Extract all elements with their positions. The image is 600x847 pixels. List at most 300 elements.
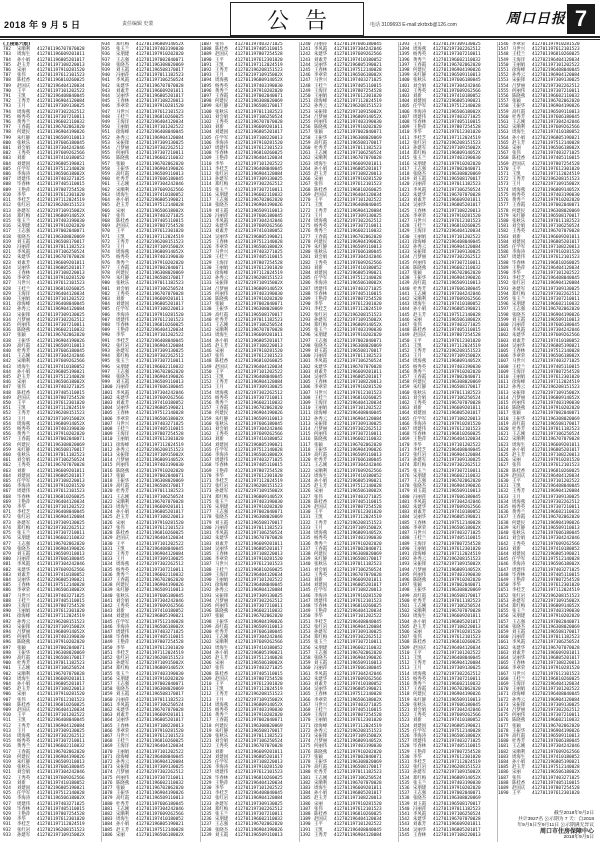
- applicant-name: 李凤霞: [116, 390, 130, 396]
- entry-number: 1253: [300, 109, 311, 115]
- entry-number: 811: [3, 198, 11, 204]
- entry-number: 1096: [201, 88, 212, 94]
- applicant-id: 412702196208151523: [37, 411, 85, 417]
- applicant-name: 周建伟: [17, 177, 31, 183]
- applicant-id: 412701197910281520: [532, 458, 580, 464]
- entry-number: 907: [3, 697, 11, 703]
- entry-number: 1182: [201, 536, 212, 542]
- applicant-id: 412701196904120084: [136, 551, 184, 557]
- applicant-name: 赵玉芳: [17, 62, 31, 68]
- entry-number: 1560: [498, 114, 509, 120]
- applicant-id: 412701196702062020: [136, 786, 184, 792]
- applicant-id: 412701196805201017: [532, 239, 580, 245]
- applicant-id: 412701197910281520: [235, 348, 283, 354]
- applicant-name: 张玉兰: [116, 359, 130, 365]
- applicant-id: 412701196602110032: [532, 510, 580, 516]
- applicant-name: 王凯: [17, 718, 26, 724]
- applicant-name: 周海生: [116, 817, 130, 823]
- applicant-id: 412701197612301020: [334, 94, 382, 100]
- applicant-name: 李桂芝: [413, 447, 427, 453]
- applicant-id: 412701196805201017: [334, 375, 382, 380]
- applicant-name: 张红岩: [116, 655, 130, 661]
- entry-number: 810: [3, 192, 11, 198]
- applicant-id: 412701197612101523: [334, 182, 382, 188]
- applicant-id: 412701197106250524: [136, 286, 184, 292]
- entry-number: 1307: [300, 390, 311, 396]
- entry-number: 1116: [201, 192, 212, 198]
- applicant-id: 412701196904120084: [136, 343, 184, 349]
- notice-column: [102, 42, 201, 842]
- entry-number: 1499: [399, 593, 410, 599]
- entry-number: 1174: [201, 494, 212, 500]
- applicant-id: 412701196805201017: [37, 265, 85, 271]
- list-item: [300, 833, 399, 838]
- applicant-name: 李凤霞: [116, 78, 130, 84]
- applicant-name: 吴丽华: [116, 718, 130, 724]
- applicant-name: 王海洋: [413, 541, 427, 547]
- entry-number: 846: [3, 380, 11, 386]
- entry-number: 1057: [102, 681, 113, 687]
- applicant-name: 宋朋建: [17, 536, 31, 542]
- applicant-id: 41270119650618002X: [235, 453, 283, 459]
- entry-number: 1460: [399, 390, 410, 396]
- applicant-name: 李凤霞: [413, 187, 427, 193]
- applicant-id: 412701197405110015: [235, 255, 283, 261]
- entry-number: 1477: [399, 479, 410, 485]
- applicant-name: 李华: [17, 505, 26, 511]
- entry-number: 1471: [399, 447, 410, 453]
- entry-number: 1683: [498, 754, 509, 760]
- applicant-id: 412701196805201017: [334, 583, 382, 589]
- entry-number: 1049: [102, 640, 113, 646]
- entry-number: 975: [102, 255, 110, 261]
- entry-number: 1446: [399, 317, 410, 323]
- entry-number: 895: [3, 635, 11, 641]
- entry-number: 1190: [201, 577, 212, 583]
- entry-number: 1395: [399, 52, 410, 58]
- entry-number: 1498: [399, 588, 410, 594]
- entry-number: 814: [3, 213, 11, 219]
- entry-number: 1042: [102, 603, 113, 609]
- applicant-id: 412701197410180052: [235, 437, 283, 443]
- entry-number: 904: [3, 681, 11, 687]
- applicant-name: 王海洋: [512, 681, 526, 687]
- entry-number: 1177: [201, 510, 212, 516]
- applicant-id: 412701196602110032: [235, 192, 283, 198]
- entry-number: 1591: [498, 276, 509, 282]
- applicant-id: 412702197302262512: [532, 708, 580, 713]
- applicant-name: 张红岩: [116, 343, 130, 349]
- applicant-name: 陈桂香: [116, 218, 130, 224]
- applicant-name: 赵国庆: [17, 395, 31, 401]
- applicant-name: 徐海峰: [413, 551, 427, 557]
- applicant-name: 吴丽华: [413, 827, 427, 833]
- entry-number: 1483: [399, 510, 410, 516]
- applicant-name: 吕梦丽: [17, 629, 31, 635]
- applicant-id: 412701197612301020: [334, 718, 382, 724]
- applicant-name: 王平: [413, 650, 422, 656]
- entry-number: 1584: [498, 239, 509, 245]
- applicant-id: 412701197609262566: [532, 333, 580, 339]
- applicant-id: 412702196208151523: [334, 728, 382, 734]
- applicant-id: 412701197512140028: [136, 827, 184, 833]
- entry-number: 800: [3, 140, 11, 146]
- entry-number: 1390: [300, 822, 311, 828]
- applicant-id: 412701197304242046: [37, 562, 85, 568]
- applicant-name: 毕春林: [215, 463, 229, 469]
- newspaper-logo: 周口日报: [506, 11, 566, 27]
- entry-number: 1291: [300, 307, 311, 313]
- entry-number: 1577: [498, 203, 509, 209]
- applicant-name: 王海洋: [512, 57, 526, 63]
- applicant-name: 宋振锋: [512, 78, 526, 84]
- applicant-id: 412701197304242046: [235, 218, 283, 224]
- applicant-name: 李海涛: [17, 484, 31, 490]
- applicant-id: 412701197106250524: [433, 395, 481, 401]
- applicant-name: 刘新: [413, 718, 422, 724]
- applicant-name: 王志强: [512, 619, 526, 625]
- applicant-id: 412701197403271025: [433, 322, 481, 328]
- entry-number: 1491: [399, 551, 410, 557]
- applicant-name: 郑红梅: [215, 806, 229, 812]
- applicant-name: 刘素芳: [215, 541, 229, 547]
- applicant-name: 刘玉霞: [116, 692, 130, 698]
- applicant-name: 张伟: [215, 354, 224, 360]
- entry-number: 1334: [300, 531, 311, 537]
- applicant-id: 412701197910281520: [334, 801, 382, 807]
- entry-number: 1257: [300, 130, 311, 136]
- entry-number: 1567: [498, 151, 509, 157]
- entry-number: 1629: [498, 473, 509, 479]
- entry-number: 1506: [399, 629, 410, 635]
- entry-number: 954: [102, 146, 110, 152]
- applicant-id: 412701197606180045: [37, 557, 85, 563]
- applicant-id: 412701197612101523: [334, 598, 382, 604]
- entry-number: 1294: [300, 322, 311, 328]
- applicant-id: 412702197302262512: [136, 770, 184, 776]
- applicant-name: 张秋乐: [116, 281, 130, 287]
- applicant-name: 毕春林: [116, 322, 130, 328]
- entry-number: 886: [3, 588, 11, 594]
- applicant-id: 412701197011182523: [235, 109, 283, 115]
- entry-number: 893: [3, 624, 11, 630]
- entry-number: 1681: [498, 744, 509, 750]
- applicant-id: 41270119680914052X: [136, 250, 184, 256]
- applicant-id: 412702196408040045: [136, 130, 184, 136]
- applicant-id: 41270119650618002X: [532, 562, 580, 568]
- applicant-id: 412701197307210011: [136, 775, 184, 781]
- applicant-name: 王凯: [314, 203, 323, 209]
- entry-number: 1082: [102, 812, 113, 818]
- applicant-name: 刘玉霞: [215, 520, 229, 526]
- entry-number: 1332: [300, 520, 311, 526]
- entry-number: 1242: [300, 52, 311, 58]
- entry-number: 1130: [201, 265, 212, 271]
- entry-number: 1426: [399, 213, 410, 219]
- entry-number: 1297: [300, 338, 311, 344]
- applicant-id: 41270119680914052X: [433, 359, 481, 365]
- applicant-name: 王秀英: [413, 88, 427, 94]
- applicant-id: 412702196408040045: [136, 754, 184, 760]
- applicant-id: 41270219710915002X: [136, 453, 184, 459]
- applicant-id: 412701197512140028: [433, 520, 481, 526]
- entry-number: 1514: [399, 671, 410, 677]
- applicant-name: 高红霞: [116, 484, 130, 490]
- entry-number: 1433: [399, 250, 410, 256]
- applicant-name: 王凯: [215, 375, 224, 380]
- applicant-name: 何建民: [215, 411, 229, 417]
- applicant-id: 412701197405110015: [37, 806, 85, 812]
- entry-number: 1221: [201, 739, 212, 745]
- entry-number: 874: [3, 525, 11, 531]
- applicant-id: 412701197910281520: [37, 692, 85, 698]
- applicant-id: 412701197309130025: [136, 557, 184, 563]
- entry-number: 979: [102, 276, 110, 282]
- applicant-name: 李桂芝: [413, 760, 427, 766]
- applicant-id: 412702196408040045: [532, 692, 580, 698]
- entry-number: 1465: [399, 416, 410, 422]
- applicant-id: 41270219710915002X: [433, 354, 481, 360]
- applicant-name: 李翠荣: [17, 588, 31, 594]
- applicant-id: 412701197307210011: [235, 187, 283, 193]
- applicant-name: 王平: [512, 166, 521, 172]
- entry-number: 869: [3, 499, 11, 505]
- applicant-id: 412701197807254528: [433, 749, 481, 755]
- applicant-id: 412701196509110013: [37, 760, 85, 766]
- applicant-id: 412701197403271025: [433, 531, 481, 537]
- applicant-id: 41270119680914052X: [433, 567, 481, 573]
- applicant-id: 412701197807254528: [37, 812, 85, 818]
- entry-number: 1381: [300, 775, 311, 781]
- entry-number: 1651: [498, 588, 509, 594]
- applicant-name: 刘玉霞: [17, 551, 31, 557]
- entry-number: 1646: [498, 562, 509, 568]
- entry-number: 1353: [300, 629, 311, 635]
- applicant-id: 412701196904190026: [235, 827, 283, 833]
- applicant-name: 王丽娟: [512, 62, 526, 68]
- entry-number: 1086: [102, 832, 113, 838]
- applicant-name: 宋丽: [215, 661, 224, 667]
- applicant-id: 41270119650618002X: [235, 244, 283, 250]
- applicant-name: 李凤霞: [512, 328, 526, 334]
- applicant-name: 陈桂香: [314, 187, 328, 193]
- entry-number: 1344: [300, 583, 311, 589]
- applicant-name: 高红霞: [116, 796, 130, 802]
- applicant-name: 刘素芳: [413, 510, 427, 516]
- applicant-name: 徐海峰: [215, 270, 229, 276]
- entry-number: 1416: [399, 161, 410, 167]
- entry-number: 848: [3, 390, 11, 396]
- applicant-id: 412701197101202522: [334, 614, 382, 620]
- applicant-name: 王志强: [413, 479, 427, 485]
- applicant-id: 412701196602110032: [136, 156, 184, 162]
- entry-number: 1494: [399, 567, 410, 573]
- applicant-name: 周建伟: [116, 317, 130, 323]
- entry-number: 808: [3, 182, 11, 188]
- entry-number: 1454: [399, 359, 410, 365]
- applicant-name: 孙小娟: [215, 650, 229, 656]
- entry-number: 1665: [498, 661, 509, 667]
- entry-number: 1677: [498, 723, 509, 729]
- applicant-id: 412701197101202522: [37, 296, 85, 302]
- entry-number: 854: [3, 421, 11, 427]
- applicant-name: 刘素芳: [512, 338, 526, 344]
- applicant-id: 412701196509110013: [433, 697, 481, 703]
- applicant-name: 何建民: [413, 692, 427, 698]
- applicant-name: 张红岩: [413, 140, 427, 146]
- entry-number: 1663: [498, 650, 509, 656]
- entry-number: 1208: [201, 671, 212, 677]
- entry-number: 1093: [201, 73, 212, 79]
- applicant-name: 李翠荣: [413, 213, 427, 219]
- applicant-name: 王平: [17, 401, 26, 407]
- entry-number: 849: [3, 395, 11, 401]
- applicant-name: 王秀英: [512, 541, 526, 547]
- entry-number: 1347: [300, 598, 311, 604]
- entry-number: 1300: [300, 354, 311, 360]
- applicant-id: 41270119650618002X: [235, 661, 283, 667]
- entry-number: 1180: [201, 525, 212, 531]
- entry-number: 1383: [300, 786, 311, 792]
- applicant-name: 张玉兰: [215, 499, 229, 505]
- entry-number: 1431: [399, 239, 410, 245]
- applicant-name: 王海洋: [116, 432, 130, 438]
- entry-number: 1115: [201, 187, 212, 193]
- applicant-id: 412701197612101523: [433, 218, 481, 224]
- applicant-name: 朱建华: [116, 395, 130, 401]
- entry-number: 1170: [201, 473, 212, 479]
- applicant-id: 412701196702062020: [37, 333, 85, 339]
- applicant-id: 412701197002040071: [433, 791, 481, 797]
- entry-number: 861: [3, 458, 11, 464]
- applicant-id: 412701197606180045: [37, 140, 85, 146]
- applicant-name: 王平: [314, 198, 323, 204]
- applicant-name: 赵国庆: [116, 224, 130, 230]
- applicant-name: 张玉兰: [413, 468, 427, 474]
- applicant-name: 宋顺利: [116, 187, 130, 193]
- applicant-id: 412701197405110015: [532, 364, 580, 370]
- entry-number: 1062: [102, 708, 113, 713]
- applicant-id: 412701197612301020: [136, 229, 184, 235]
- entry-number: 976: [102, 260, 110, 266]
- applicant-id: 41270219710915002X: [433, 146, 481, 152]
- applicant-id: 412701196602110032: [136, 572, 184, 578]
- applicant-id: 41270119650618002X: [136, 208, 184, 214]
- entry-number: 1625: [498, 453, 509, 459]
- entry-number: 1183: [201, 541, 212, 547]
- footer-line-2: 共计3927名 公示期为 7 天：自2018: [518, 817, 594, 822]
- entry-number: 915: [3, 739, 11, 745]
- applicant-name: 王艳萍: [17, 812, 31, 818]
- applicant-id: 412701197512140028: [433, 728, 481, 734]
- applicant-name: 王艳萍: [215, 156, 229, 162]
- applicant-name: 张红岩: [314, 312, 328, 318]
- entry-number: 934: [102, 42, 110, 47]
- applicant-id: 412701197609262566: [136, 395, 184, 401]
- applicant-id: 412701196509110013: [433, 489, 481, 495]
- applicant-name: 赵玉芳: [215, 655, 229, 661]
- entry-number: 1107: [201, 146, 212, 152]
- entry-number: 1088: [201, 47, 212, 53]
- applicant-name: 宋顺利: [215, 640, 229, 646]
- applicant-name: 王春林: [17, 583, 31, 589]
- entry-number: 1418: [399, 172, 410, 178]
- applicant-id: 412701197910281520: [136, 520, 184, 526]
- applicant-name: 宋振锋: [116, 140, 130, 146]
- entry-number: 1072: [102, 760, 113, 766]
- applicant-name: 朱建华: [314, 52, 328, 58]
- applicant-name: 吕梦丽: [512, 83, 526, 89]
- applicant-id: 412701197307210011: [334, 224, 382, 230]
- entry-number: 1680: [498, 739, 509, 745]
- applicant-name: 王桂兰: [116, 114, 130, 120]
- applicant-id: 412701197609262566: [532, 125, 580, 131]
- applicant-name: 何丽伟: [314, 432, 328, 438]
- applicant-name: 李华: [215, 786, 224, 792]
- entry-number: 1451: [399, 343, 410, 349]
- entry-number: 1338: [300, 551, 311, 557]
- applicant-id: 412702196408040045: [334, 411, 382, 417]
- applicant-id: 412701196509110013: [532, 734, 580, 740]
- entry-number: 1371: [300, 723, 311, 729]
- applicant-id: 412701197112024519: [37, 406, 85, 412]
- applicant-name: 李桂芝: [116, 650, 130, 656]
- entry-number: 1108: [201, 151, 212, 157]
- applicant-id: 412702196805190021: [136, 822, 184, 828]
- applicant-id: 412702196404120034: [37, 291, 85, 297]
- applicant-name: 李翠荣: [116, 416, 130, 422]
- applicant-name: 郑红梅: [116, 354, 130, 360]
- entry-number: 1167: [201, 458, 212, 464]
- applicant-id: 412701197112024519: [37, 822, 85, 828]
- applicant-name: 黄秀兰: [512, 198, 526, 204]
- applicant-name: 张玉兰: [413, 780, 427, 786]
- entry-number: 877: [3, 541, 11, 547]
- applicant-name: 朱红静: [116, 588, 130, 594]
- applicant-id: 412701197112024519: [532, 172, 580, 178]
- entry-number: 845: [3, 375, 11, 380]
- entry-number: 1048: [102, 635, 113, 641]
- applicant-id: 412701197403271025: [136, 629, 184, 635]
- applicant-name: 刘玉霞: [116, 68, 130, 74]
- applicant-name: 高红霞: [215, 624, 229, 630]
- applicant-id: 412701197606180045: [532, 531, 580, 537]
- entry-number: 1268: [300, 187, 311, 193]
- applicant-name: 宋顺利: [512, 437, 526, 443]
- entry-number: 1192: [201, 588, 212, 594]
- applicant-name: 任学军: [17, 791, 31, 797]
- applicant-id: 412702196404120034: [433, 229, 481, 235]
- applicant-name: 王志刚: [512, 120, 526, 126]
- entry-number: 998: [102, 375, 110, 380]
- applicant-name: 李华: [314, 302, 323, 308]
- applicant-name: 刘玉霞: [215, 832, 229, 838]
- entry-number: 1200: [201, 629, 212, 635]
- applicant-name: 周海燕: [116, 562, 130, 568]
- entry-number: 863: [3, 468, 11, 474]
- entry-number: 1106: [201, 140, 212, 146]
- entry-number: 1152: [201, 380, 212, 386]
- applicant-name: 宋朋建: [215, 817, 229, 823]
- entry-number: 1376: [300, 749, 311, 755]
- applicant-name: 王秀芳: [512, 177, 526, 183]
- entry-number: 980: [102, 281, 110, 287]
- applicant-id: 412701197612101523: [235, 146, 283, 152]
- entry-number: 959: [102, 172, 110, 178]
- applicant-name: 王志刚: [17, 354, 31, 360]
- entry-number: 974: [102, 250, 110, 256]
- entry-number: 1524: [399, 723, 410, 729]
